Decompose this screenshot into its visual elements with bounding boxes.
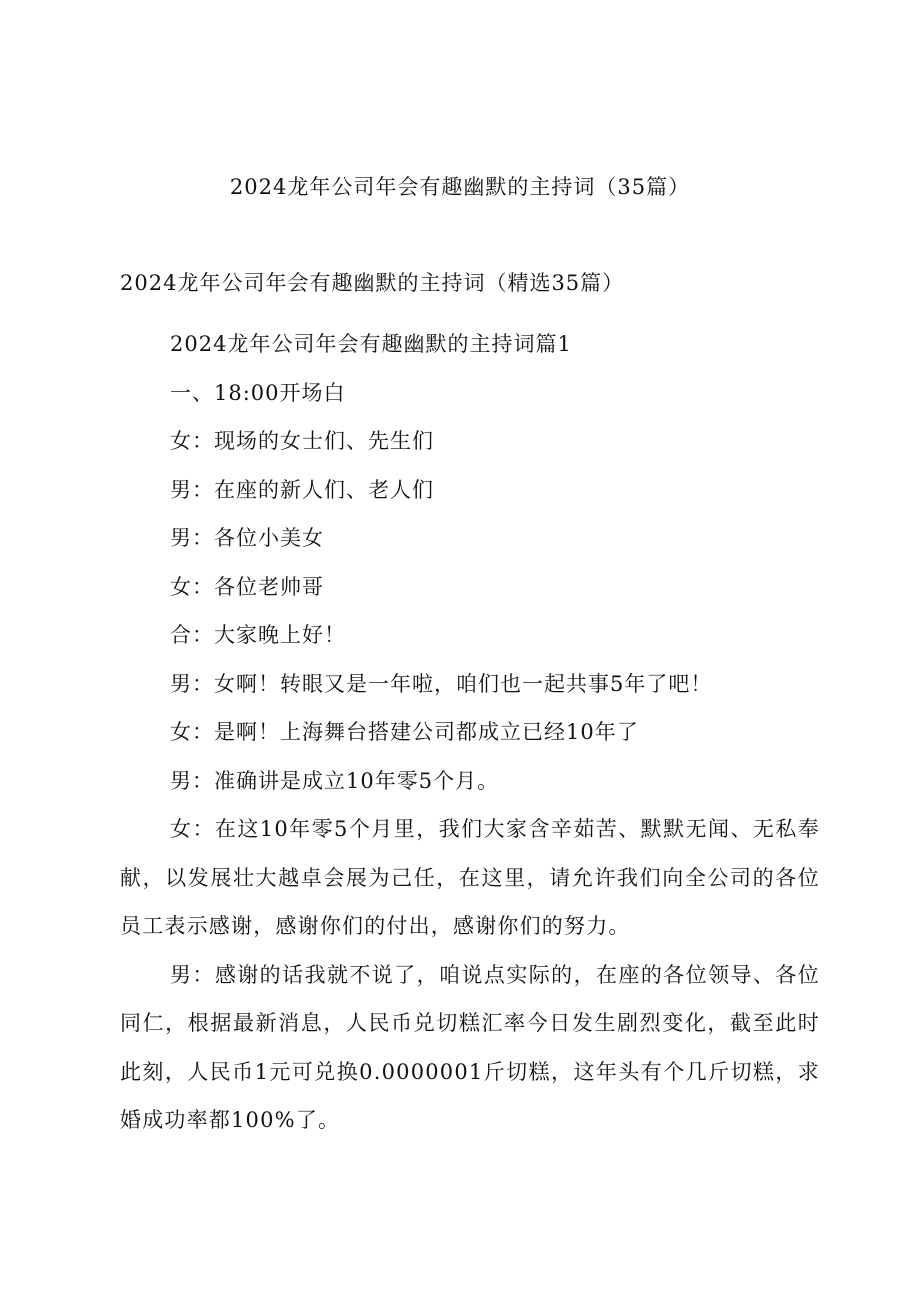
document-subtitle: 2024龙年公司年会有趣幽默的主持词（精选35篇） bbox=[120, 271, 625, 295]
script-line: 男：各位小美女 bbox=[170, 526, 324, 550]
script-line: 男：女啊！转眼又是一年啦，咱们也一起共事5年了吧！ bbox=[170, 671, 713, 696]
document-title: 2024龙年公司年会有趣幽默的主持词（35篇） bbox=[229, 175, 691, 199]
script-line: 男：准确讲是成立10年零5个月。 bbox=[170, 768, 500, 793]
document-body bbox=[120, 320, 820, 1145]
script-paragraph: 女：在这10年零5个月里，我们大家含辛茹苦、默默无闻、无私奉献，以发展壮大越卓会展为己任，在这里，请允许我们向全公司的各位员工表示感谢，感谢你们的付出，感谢你们的努力。 bbox=[120, 817, 820, 938]
script-line: 男：在座的新人们、老人们 bbox=[170, 477, 434, 502]
script-line: 女：现场的女士们、先生们 bbox=[170, 429, 434, 453]
script-line: 合：大家晚上好！ bbox=[170, 623, 346, 647]
script-line: 一、18:00开场白 bbox=[170, 380, 346, 405]
script-line: 女：是啊！上海舞台搭建公司都成立已经10年了 bbox=[170, 720, 639, 744]
script-line: 女：各位老帅哥 bbox=[170, 574, 324, 599]
section-heading: 2024龙年公司年会有趣幽默的主持词篇1 bbox=[170, 332, 572, 356]
script-paragraph: 男：感谢的话我就不说了，咱说点实际的，在座的各位领导、各位同仁，根据最新消息，人民币兑切糕汇率今日发生剧烈变化，截至此时此刻，人民币1元可兑换0.0000001斤切糕，这年头有个几斤切糕，求婚成功率都100%了。 bbox=[120, 962, 820, 1132]
